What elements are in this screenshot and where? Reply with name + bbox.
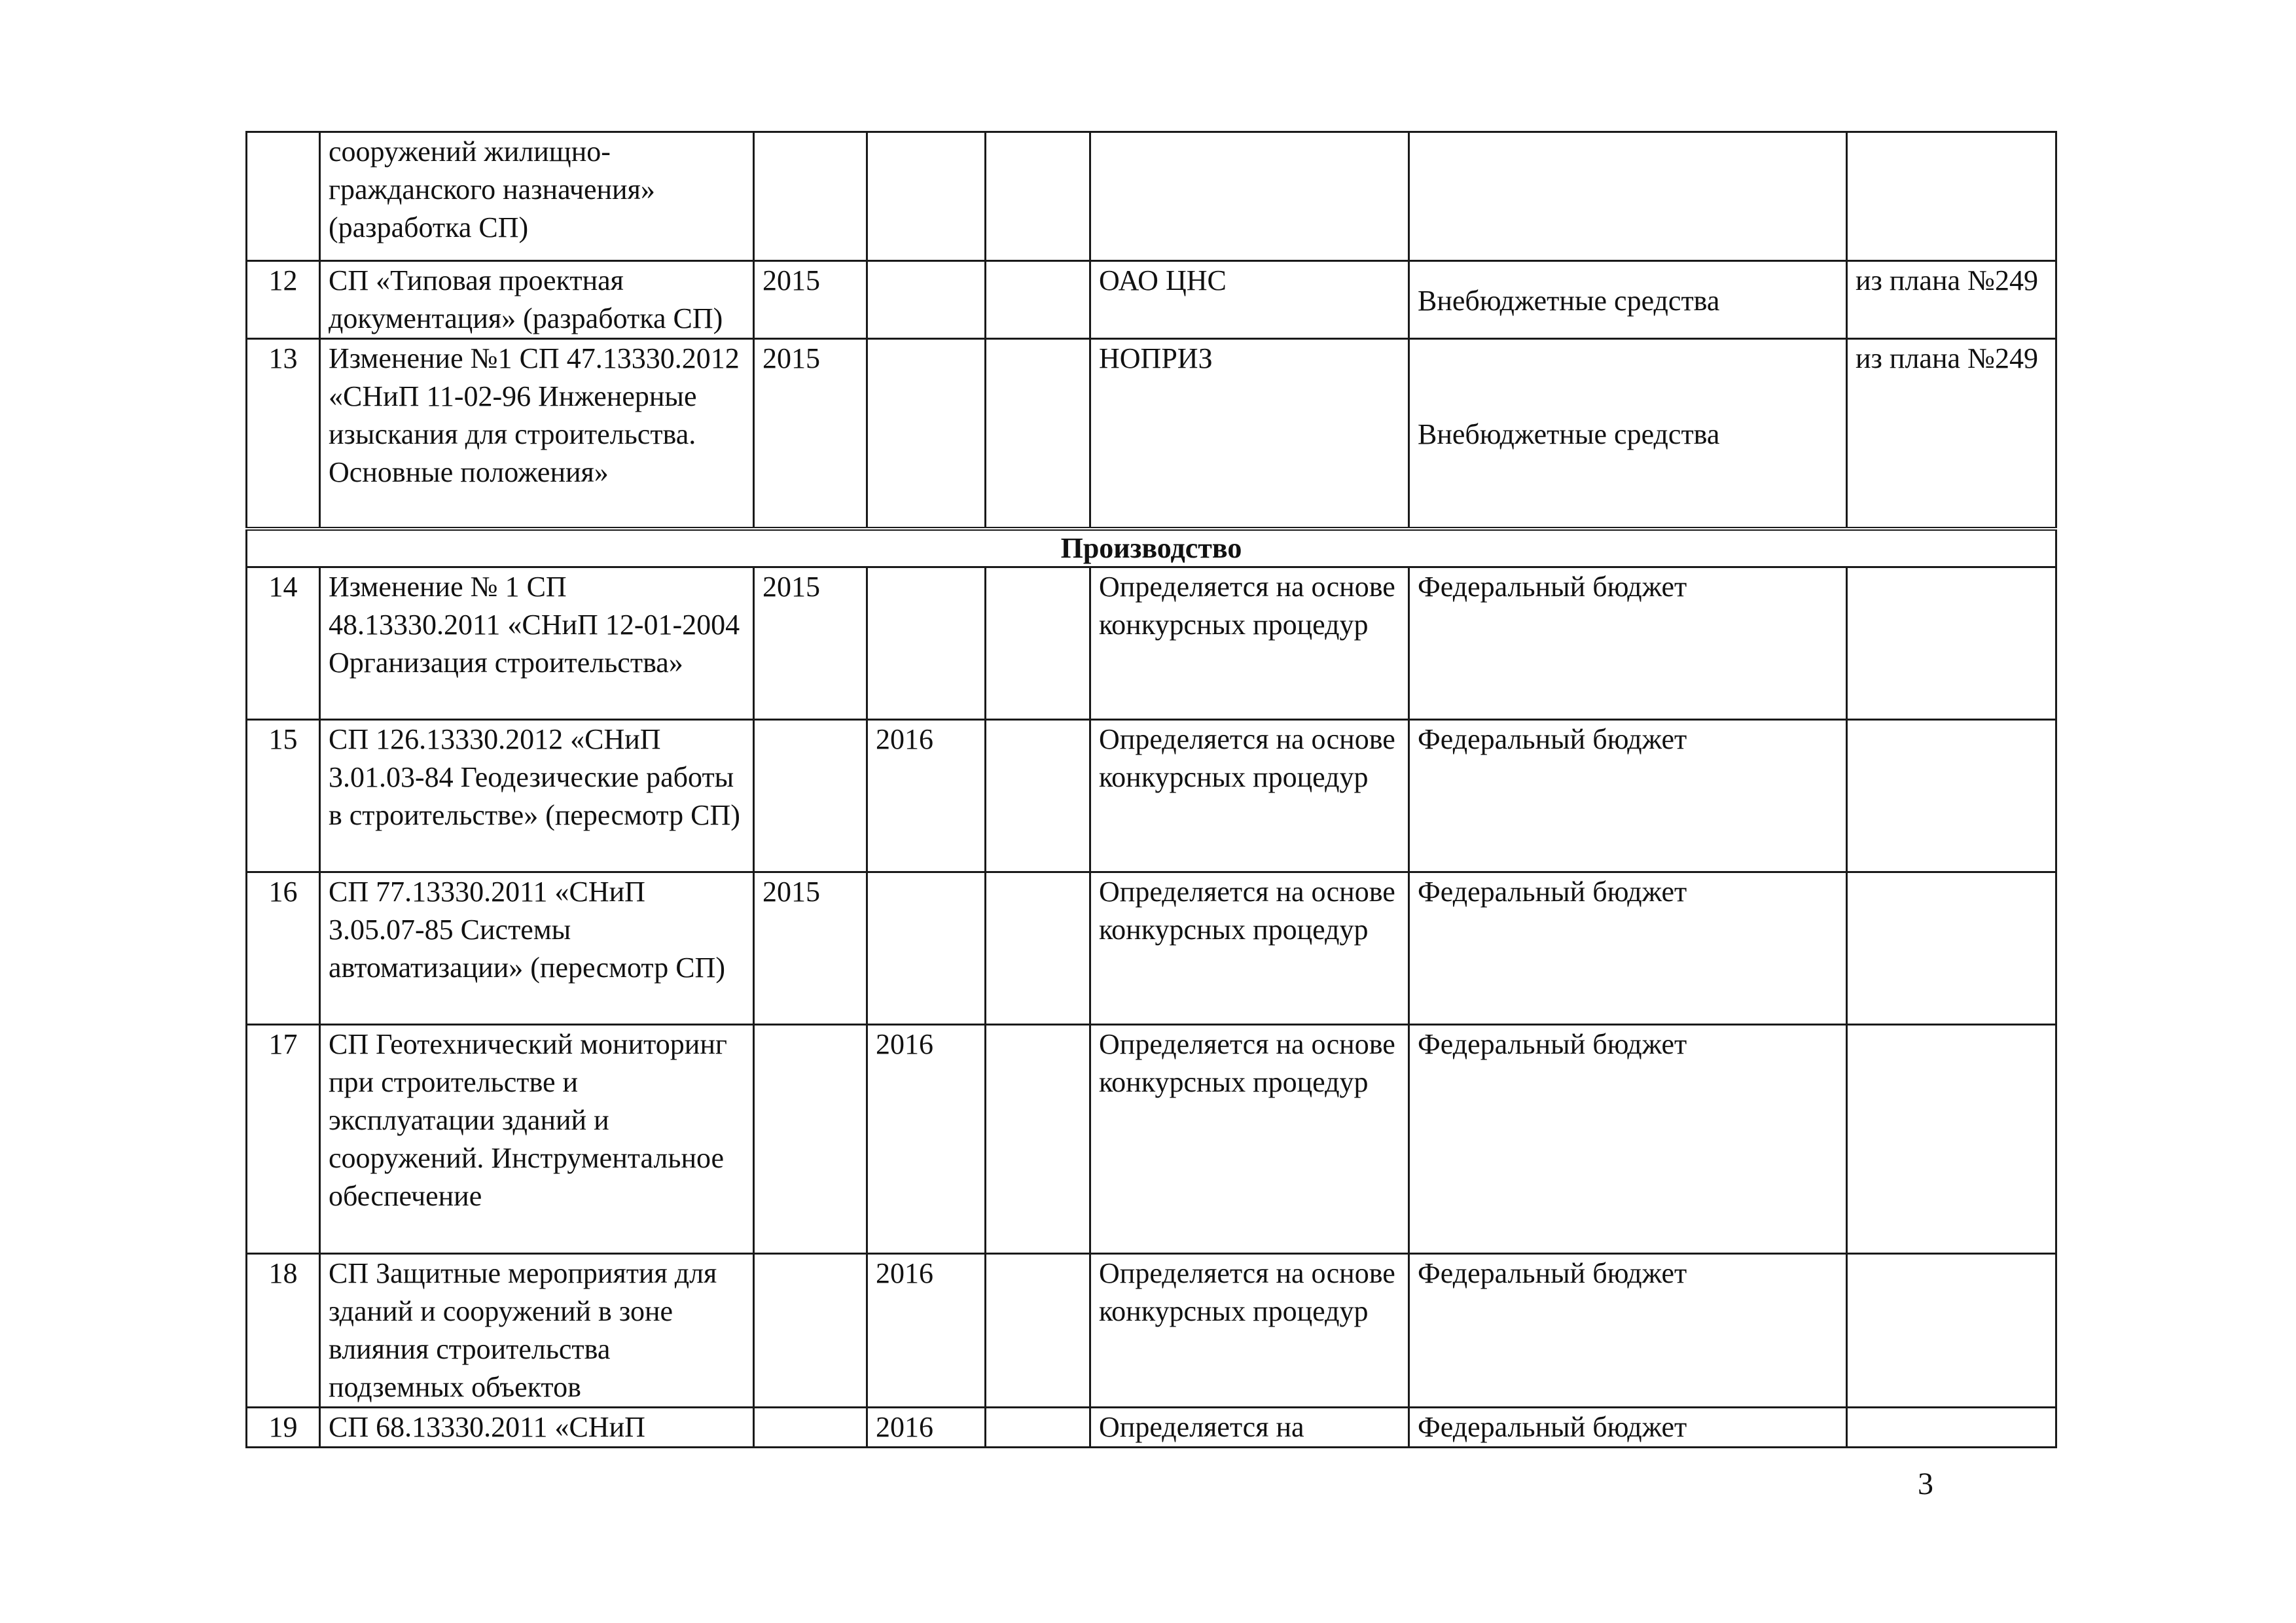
cell-year-a: 2015 (754, 872, 867, 1024)
cell-num: 15 (247, 719, 320, 872)
table-row (247, 1253, 2056, 1407)
cell-blank (986, 1253, 1090, 1407)
cell-name: Изменение №1 СП 47.13330.2012 «СНиП 11-02-96 Инженерные изыскания для строительства. Основные положения» (320, 339, 754, 529)
page-number: 3 (1918, 1467, 1933, 1501)
cell-year-b: 2016 (867, 1024, 986, 1253)
cell-blank (986, 339, 1090, 529)
cell-note (1847, 1024, 2056, 1253)
cell-name: СП 68.13330.2011 «СНиП (320, 1407, 754, 1447)
cell-executor: Определяется на (1090, 1407, 1409, 1447)
cell-executor: НОПРИЗ (1090, 339, 1409, 529)
cell-note (1847, 567, 2056, 719)
cell-executor: Определяется на основе конкурсных процедур (1090, 1024, 1409, 1253)
table-row-continuation (247, 132, 2056, 261)
cell-num: 13 (247, 339, 320, 529)
cell-note: из плана №249 (1847, 339, 2056, 529)
cell-name: СП 126.13330.2012 «СНиП 3.01.03-84 Геодезические работы в строительстве» (пересмотр СП) (320, 719, 754, 872)
cell-blank (986, 567, 1090, 719)
cell-blank (986, 719, 1090, 872)
cell-year-a (754, 1407, 867, 1447)
cell-year-a (754, 719, 867, 872)
cell-blank (986, 872, 1090, 1024)
cell-name: СП 77.13330.2011 «СНиП 3.05.07-85 Системы автоматизации» (пересмотр СП) (320, 872, 754, 1024)
cell-name: СП Геотехнический мониторинг при строительстве и эксплуатации зданий и сооружений. Инструментальное обеспечение (320, 1024, 754, 1253)
cell-funding: Федеральный бюджет (1409, 1024, 1847, 1253)
cell-year-b (867, 567, 986, 719)
cell-executor (1090, 132, 1409, 261)
cell-name: сооружений жилищно-гражданского назначения» (разработка СП) (320, 132, 754, 261)
standards-plan-table (245, 131, 2057, 1448)
table-row (247, 1407, 2056, 1447)
cell-funding: Федеральный бюджет (1409, 872, 1847, 1024)
cell-executor: Определяется на основе конкурсных процедур (1090, 719, 1409, 872)
table-row (247, 872, 2056, 1024)
cell-blank (986, 1407, 1090, 1447)
cell-num (247, 132, 320, 261)
cell-year-b (867, 261, 986, 339)
cell-note (1847, 1407, 2056, 1447)
cell-funding: Внебюджетные средства (1409, 339, 1847, 529)
cell-year-b (867, 339, 986, 529)
cell-blank (986, 132, 1090, 261)
cell-num: 12 (247, 261, 320, 339)
cell-funding: Федеральный бюджет (1409, 719, 1847, 872)
cell-num: 14 (247, 567, 320, 719)
cell-name: СП «Типовая проектная документация» (разработка СП) (320, 261, 754, 339)
table-row (247, 719, 2056, 872)
cell-year-a: 2015 (754, 261, 867, 339)
cell-name: СП Защитные мероприятия для зданий и сооружений в зоне влияния строительства подземных объектов (320, 1253, 754, 1407)
cell-note (1847, 872, 2056, 1024)
cell-funding: Федеральный бюджет (1409, 567, 1847, 719)
cell-executor: Определяется на основе конкурсных процедур (1090, 567, 1409, 719)
cell-year-a: 2015 (754, 339, 867, 529)
cell-year-b: 2016 (867, 1407, 986, 1447)
cell-note: из плана №249 (1847, 261, 2056, 339)
table-row (247, 567, 2056, 719)
cell-executor: Определяется на основе конкурсных процедур (1090, 872, 1409, 1024)
table-row (247, 339, 2056, 529)
cell-blank (986, 261, 1090, 339)
cell-funding (1409, 132, 1847, 261)
cell-note (1847, 719, 2056, 872)
cell-num: 17 (247, 1024, 320, 1253)
cell-year-b: 2016 (867, 719, 986, 872)
cell-year-a: 2015 (754, 567, 867, 719)
cell-executor: ОАО ЦНС (1090, 261, 1409, 339)
cell-year-a (754, 132, 867, 261)
cell-year-b (867, 872, 986, 1024)
cell-year-a (754, 1024, 867, 1253)
cell-num: 16 (247, 872, 320, 1024)
cell-note (1847, 1253, 2056, 1407)
cell-year-a (754, 1253, 867, 1407)
cell-num: 19 (247, 1407, 320, 1447)
table-row (247, 261, 2056, 339)
cell-funding: Федеральный бюджет (1409, 1253, 1847, 1407)
section-title: Производство (247, 529, 2056, 567)
cell-note (1847, 132, 2056, 261)
cell-blank (986, 1024, 1090, 1253)
cell-year-b (867, 132, 986, 261)
cell-executor: Определяется на основе конкурсных процедур (1090, 1253, 1409, 1407)
section-row (247, 529, 2056, 567)
cell-year-b: 2016 (867, 1253, 986, 1407)
cell-funding: Федеральный бюджет (1409, 1407, 1847, 1447)
cell-num: 18 (247, 1253, 320, 1407)
cell-funding: Внебюджетные средства (1409, 261, 1847, 339)
table-row (247, 1024, 2056, 1253)
cell-name: Изменение № 1 СП 48.13330.2011 «СНиП 12-01-2004 Организация строительства» (320, 567, 754, 719)
